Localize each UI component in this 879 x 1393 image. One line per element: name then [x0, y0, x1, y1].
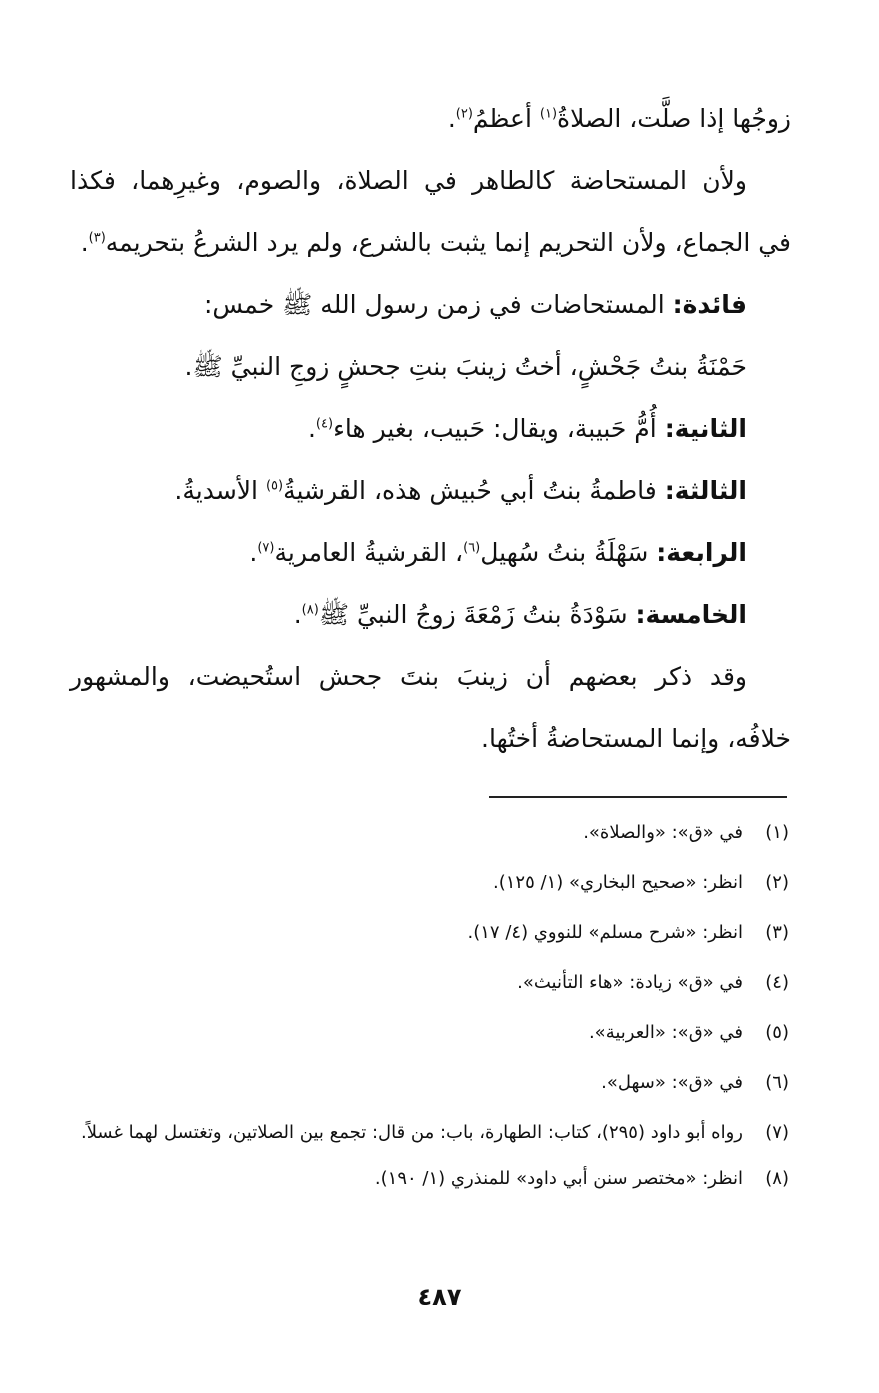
footnote-item	[70, 1118, 789, 1148]
footnote-text: رواه أبو داود (٢٩٥)، كتاب: الطهارة، باب: من قال: تجمع بين الصلاتين، وتغتسل لهما غسلاً.	[80, 1122, 743, 1143]
item-label: الخامسة:	[635, 600, 747, 629]
footnote-number: (٥)	[765, 1022, 789, 1043]
main-text	[70, 88, 791, 770]
footnote-item	[70, 1018, 789, 1048]
text-line-3	[70, 212, 791, 274]
text-line-8	[70, 522, 791, 584]
text-run: المستحاضات في زمن رسول الله ﷺ خمس:	[204, 290, 673, 319]
text-line-5: حَمْنَةُ بنتُ جَحْشٍ، أختُ زينبَ بنتِ جحشٍ زوجِ النبيِّ ﷺ.	[184, 352, 747, 381]
footnote-divider	[489, 796, 787, 798]
footnote-ref-4[interactable]: (٤)	[315, 416, 334, 432]
footnote-item	[70, 968, 789, 998]
text-run: في الجماع، ولأن التحريم إنما يثبت بالشرع، ولم يرد الشرعُ بتحريمه	[105, 228, 791, 257]
footnote-number: (٢)	[765, 872, 789, 893]
text-line-9	[70, 584, 791, 646]
footnotes-section	[70, 818, 789, 1214]
text-line-2: ولأن المستحاضة كالطاهر في الصلاة، والصوم، وغيرِهما، فكذا	[70, 166, 747, 195]
footnote-ref-8[interactable]: (٨)	[301, 602, 319, 618]
page-number: ٤٨٧	[417, 1283, 462, 1311]
footnote-text: انظر: «مختصر سنن أبي داود» للمنذري (١/ ١٩٠).	[374, 1168, 743, 1189]
footnote-item	[70, 868, 789, 898]
text-run: سَوْدَةُ بنتُ زَمْعَةَ زوجُ النبيِّ ﷺ	[318, 600, 636, 629]
text-run: زوجُها إذا صلَّت، الصلاةُ	[557, 104, 791, 133]
text-run: ، القرشيةُ العامرية	[274, 538, 464, 567]
footnote-number: (٤)	[765, 972, 789, 993]
footnote-text: انظر: «شرح مسلم» للنووي (٤/ ١٧).	[467, 922, 743, 943]
text-run: أُمُّ حَبيبة، ويقال: حَبيب، بغير هاء	[333, 414, 665, 443]
footnote-item	[70, 1068, 789, 1098]
text-line-6	[70, 398, 791, 460]
item-label: الرابعة:	[656, 538, 747, 567]
footnote-ref-3[interactable]: (٣)	[88, 230, 106, 246]
footnote-text: في «ق»: «سهل».	[601, 1072, 743, 1093]
footnote-ref-5[interactable]: (٥)	[265, 478, 284, 494]
footnote-ref-2[interactable]: (٢)	[455, 106, 473, 122]
footnote-number: (٧)	[765, 1122, 789, 1143]
text-line-1	[70, 88, 791, 150]
item-label: الثالثة:	[664, 476, 747, 505]
footnote-number: (٨)	[765, 1168, 789, 1189]
text-line-7	[70, 460, 791, 522]
footnote-number: (١)	[765, 822, 789, 843]
text-run: .	[249, 538, 258, 567]
footnote-text: في «ق»: «العربية».	[588, 1022, 743, 1043]
footnote-item	[70, 918, 789, 948]
footnote-item	[70, 818, 789, 848]
footnote-text: انظر: «صحيح البخاري» (١/ ١٢٥).	[493, 872, 743, 893]
text-line-11: خلافُه، وإنما المستحاضةُ أختُها.	[481, 724, 791, 753]
footnote-number: (٣)	[765, 922, 789, 943]
text-run: .	[447, 104, 456, 133]
text-line-10: وقد ذكر بعضهم أن زينبَ بنتَ جحش استُحيضت، والمشهور	[70, 662, 747, 691]
footnote-ref-6[interactable]: (٦)	[463, 540, 481, 556]
footnote-text: في «ق»: «والصلاة».	[583, 822, 743, 843]
text-run: الأسديةُ.	[174, 476, 266, 505]
text-run: فاطمةُ بنتُ أبي حُبيش هذه، القرشيةُ	[283, 476, 665, 505]
footnote-number: (٦)	[765, 1072, 789, 1093]
text-run: .	[293, 600, 302, 629]
item-label: الثانية:	[664, 414, 747, 443]
footnote-text: في «ق» زيادة: «هاء التأنيث».	[517, 972, 743, 993]
footnote-ref-1[interactable]: (١)	[539, 106, 558, 122]
text-run: .	[307, 414, 316, 443]
section-label: فائدة:	[672, 290, 747, 319]
text-run: .	[80, 228, 89, 257]
footnote-item	[70, 1164, 789, 1194]
text-line-4	[70, 274, 791, 336]
text-run: أعظمُ	[472, 104, 540, 133]
text-run: سَهْلَةُ بنتُ سُهيل	[480, 538, 657, 567]
footnote-ref-7[interactable]: (٧)	[257, 540, 275, 556]
